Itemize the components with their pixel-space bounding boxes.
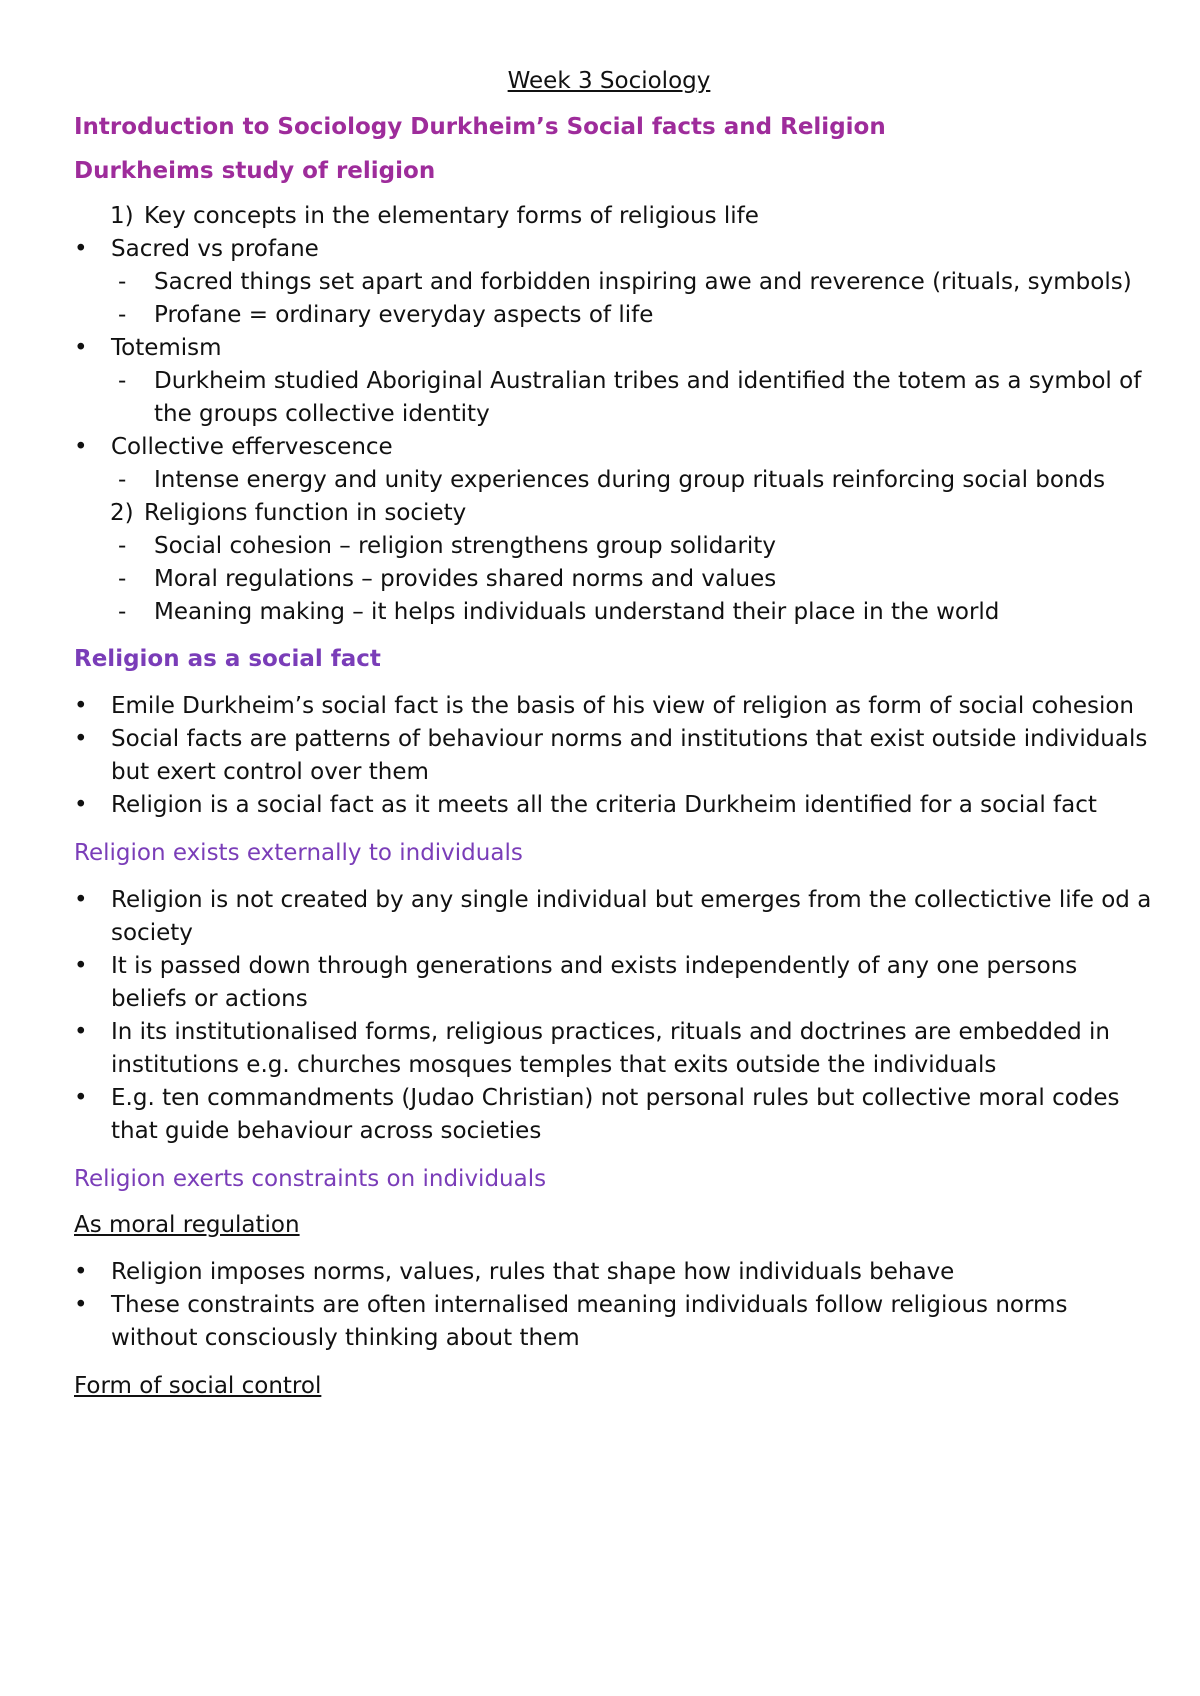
number-label: 1) [110,203,134,229]
social-fact-list [74,690,1154,822]
list-item: • It is passed down through generations and exists independently of any one persons beliefs or actions [74,950,1154,1016]
number-label: 2) [110,500,134,526]
list-item: • Emile Durkheim’s social fact is the basis of his view of religion as form of social cohesion [74,690,1154,723]
moral-regulation-heading: As moral regulation [74,1212,300,1238]
sub-item: - Durkheim studied Aboriginal Australian tribes and identified the totem as a symbol of the groups collective identity [74,365,1154,431]
list-item: • Religion is a social fact as it meets all the criteria Durkheim identified for a social fact [74,789,1154,822]
external-heading: Religion exists externally to individuals [74,840,523,866]
sub-item: - Meaning making – it helps individuals understand their place in the world [74,596,1154,629]
key-concepts-section [74,200,1154,629]
social-control-heading: Form of social control [74,1373,322,1399]
study-heading: Durkheims study of religion [74,158,436,184]
social-fact-heading: Religion as a social fact [74,646,381,672]
bullet-effervescence: • Collective effervescence [74,431,1154,464]
moral-regulation-list [74,1256,1154,1355]
document-title: Week 3 Sociology [507,68,711,94]
list-item: • In its institutionalised forms, religious practices, rituals and doctrines are embedded in institutions e.g. churches mosques temples that exits outside the individuals [74,1016,1154,1082]
list-item: • These constraints are often internalised meaning individuals follow religious norms without consciously thinking about them [74,1289,1154,1355]
main-heading: Introduction to Sociology Durkheim’s Social facts and Religion [74,114,886,140]
list-item: • Social facts are patterns of behaviour norms and institutions that exist outside individuals but exert control over them [74,723,1154,789]
sub-item: - Social cohesion – religion strengthens group solidarity [74,530,1154,563]
bullet-totemism: • Totemism [74,332,1154,365]
list-item: • Religion imposes norms, values, rules that shape how individuals behave [74,1256,1154,1289]
list-item: • Religion is not created by any single individual but emerges from the collectictive life od a society [74,884,1154,950]
external-list [74,884,1154,1148]
document-page [74,66,1154,1401]
numbered-item-text: Religions function in society [144,500,467,526]
sub-item: - Sacred things set apart and forbidden inspiring awe and reverence (rituals, symbols) [74,266,1154,299]
numbered-item-text: Key concepts in the elementary forms of religious life [144,203,759,229]
sub-item: - Profane = ordinary everyday aspects of life [74,299,1154,332]
sub-item: - Intense energy and unity experiences during group rituals reinforcing social bonds [74,464,1154,497]
sub-item: - Moral regulations – provides shared norms and values [74,563,1154,596]
numbered-item-2 [74,497,1154,530]
bullet-sacred: • Sacred vs profane [74,233,1154,266]
list-item: • E.g. ten commandments (Judao Christian) not personal rules but collective moral codes that guide behaviour across societies [74,1082,1154,1148]
constraints-heading: Religion exerts constraints on individuals [74,1166,547,1192]
numbered-item-1 [74,200,1154,233]
